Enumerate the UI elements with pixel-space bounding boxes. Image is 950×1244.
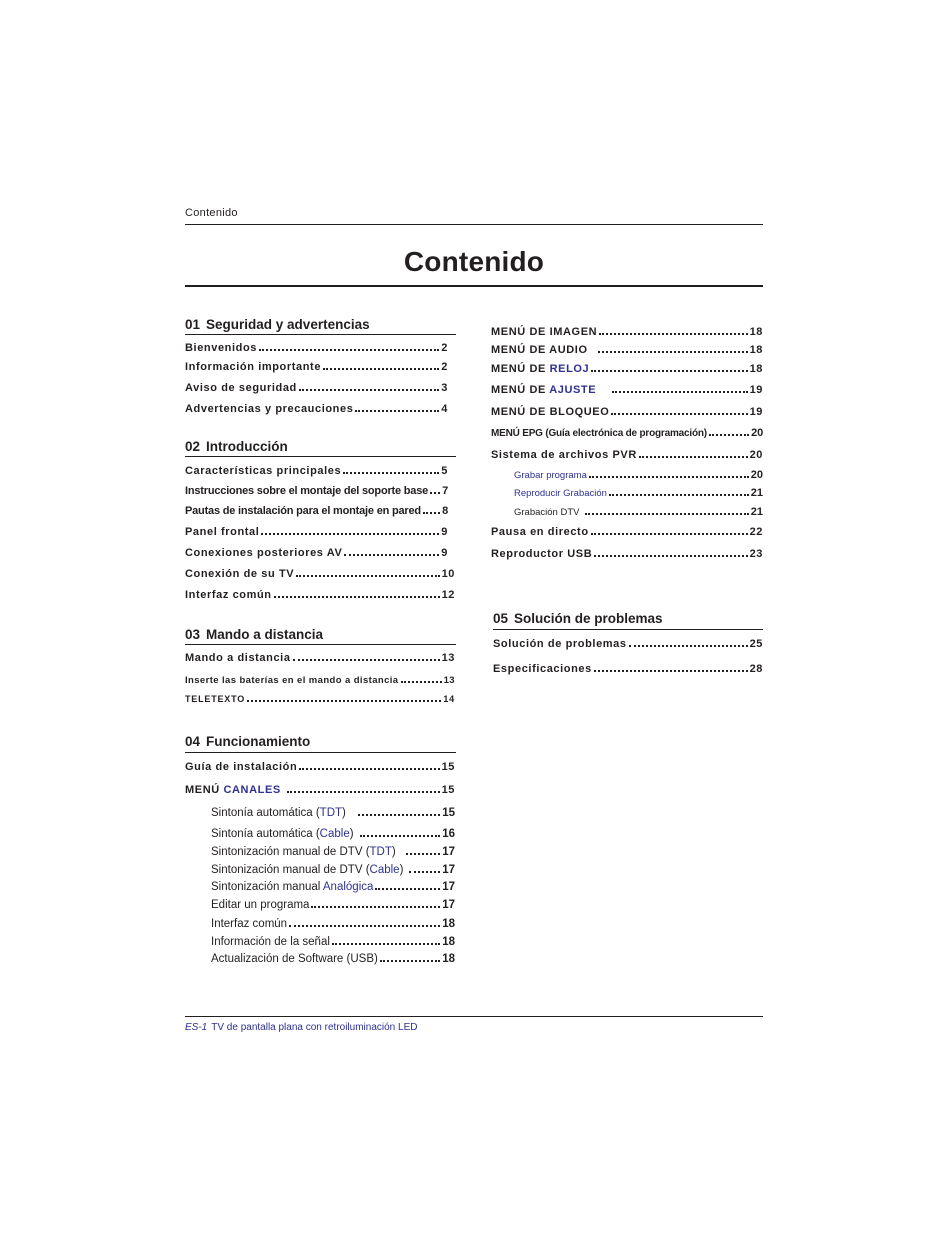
leader-dots	[274, 588, 440, 598]
leader-dots	[355, 402, 439, 412]
footer-rule	[185, 1016, 763, 1017]
toc-entry-page: 17	[442, 881, 455, 893]
leader-dots	[401, 673, 442, 683]
label-text: Sintonización manual	[211, 881, 323, 893]
toc-entry-label	[211, 846, 396, 858]
leader-dots	[332, 935, 440, 945]
section-number: 03	[185, 627, 201, 642]
toc-entry-page: 18	[749, 326, 763, 338]
toc-entry-page: 25	[749, 638, 763, 650]
leader-dots	[406, 845, 440, 855]
toc-entry[interactable]	[491, 325, 763, 338]
section-title: Mando a distancia	[206, 627, 324, 642]
toc-entry-label: Conexión de su TV	[185, 568, 295, 580]
leader-dots	[259, 341, 439, 351]
leader-dots	[589, 468, 749, 478]
toc-entry[interactable]	[185, 783, 455, 796]
label-highlight: RELOJ	[549, 363, 590, 375]
label-text: Sintonía automática (	[211, 807, 320, 819]
toc-subentry[interactable]	[211, 898, 455, 911]
section-heading-04	[185, 734, 310, 749]
toc-subentry[interactable]	[211, 917, 455, 930]
toc-entry[interactable]	[491, 448, 763, 461]
toc-subentry[interactable]	[211, 952, 455, 965]
leader-dots	[311, 898, 440, 908]
toc-entry-page: 2	[441, 342, 448, 354]
toc-entry[interactable]	[185, 588, 455, 601]
toc-entry[interactable]	[185, 464, 448, 477]
toc-entry[interactable]	[493, 662, 763, 675]
section-title: Seguridad y advertencias	[206, 317, 370, 332]
toc-entry[interactable]	[491, 383, 763, 396]
toc-entry-page: 19	[749, 406, 763, 418]
toc-entry-page: 16	[442, 828, 455, 840]
toc-entry-label: MENÚ EPG (Guía electrónica de programación)	[491, 428, 707, 439]
page-title: Contenido	[403, 246, 545, 277]
leader-dots	[409, 863, 440, 873]
toc-entry-page: 18	[442, 918, 455, 930]
leader-dots	[380, 952, 440, 962]
toc-entry-label	[211, 864, 403, 876]
page-number: ES-1	[185, 1022, 208, 1033]
leader-dots	[323, 360, 439, 370]
leader-dots	[287, 783, 440, 793]
toc-entry-page: 23	[749, 548, 763, 560]
label-highlight: AJUSTE	[549, 384, 597, 396]
leader-dots	[289, 917, 440, 927]
leader-dots	[293, 651, 440, 661]
leader-dots	[423, 504, 440, 514]
leader-dots	[609, 486, 749, 496]
label-text: )	[342, 807, 346, 819]
toc-entry-page: 21	[750, 506, 763, 518]
toc-entry[interactable]	[185, 341, 448, 354]
leader-dots	[299, 381, 439, 391]
toc-entry[interactable]	[491, 405, 763, 418]
toc-entry-label: Especificaciones	[493, 663, 592, 675]
toc-entry-page: 15	[441, 784, 455, 796]
toc-entry-page: 17	[442, 864, 455, 876]
toc-entry-label: Conexiones posteriores AV	[185, 547, 343, 559]
section-title: Introducción	[206, 439, 288, 454]
toc-entry-label	[185, 784, 281, 796]
toc-entry-label: MENÚ DE IMAGEN	[491, 326, 598, 338]
toc-entry-page: 10	[441, 568, 455, 580]
leader-dots	[299, 760, 439, 770]
toc-entry[interactable]	[493, 637, 763, 650]
toc-entry-label: Grabar programa	[514, 470, 587, 481]
toc-entry-label: Bienvenidos	[185, 342, 258, 354]
toc-entry-page: 5	[441, 465, 448, 477]
toc-entry-page: 9	[441, 526, 448, 538]
leader-dots	[430, 484, 440, 494]
label-text: MENÚ DE	[491, 363, 550, 375]
toc-entry[interactable]	[491, 343, 763, 356]
label-text: Sintonización manual de DTV (	[211, 864, 370, 876]
section-number: 01	[185, 317, 201, 332]
toc-entry-label: Solución de problemas	[493, 638, 627, 650]
toc-entry-page: 18	[749, 344, 763, 356]
section-rule	[493, 629, 763, 630]
toc-entry-label	[211, 881, 373, 893]
leader-dots	[247, 692, 441, 702]
toc-entry-label: Grabación DTV	[514, 507, 580, 518]
toc-subentry[interactable]	[211, 880, 455, 893]
toc-entry[interactable]	[491, 547, 763, 560]
leader-dots	[375, 880, 440, 890]
toc-subentry[interactable]	[211, 806, 455, 819]
toc-entry-page: 19	[749, 384, 763, 396]
toc-entry-label: Información importante	[185, 361, 322, 373]
toc-entry[interactable]	[185, 692, 455, 704]
toc-subentry[interactable]	[211, 935, 455, 948]
toc-entry[interactable]	[491, 525, 763, 538]
toc-entry[interactable]	[185, 381, 448, 394]
toc-entry-label	[211, 828, 354, 840]
label-highlight: Cable	[319, 828, 350, 840]
toc-entry[interactable]	[185, 484, 448, 497]
toc-entry[interactable]	[185, 546, 448, 559]
toc-entry-page: 20	[751, 427, 763, 439]
leader-dots	[296, 567, 439, 577]
label-text: Sintonía automática (	[211, 828, 320, 840]
leader-dots	[612, 383, 747, 393]
toc-entry-label: Actualización de Software (USB)	[211, 953, 378, 965]
toc-entry-label: TELETEXTO	[185, 694, 246, 704]
toc-entry-label: Editar un programa	[211, 899, 310, 911]
section-rule	[185, 334, 456, 335]
leader-dots	[639, 448, 748, 458]
toc-entry-label: Instrucciones sobre el montaje del soporte base	[185, 485, 429, 497]
toc-entry-page: 15	[442, 807, 455, 819]
label-highlight: Cable	[369, 864, 400, 876]
toc-entry-label: Advertencias y precauciones	[185, 403, 354, 415]
leader-dots	[594, 547, 747, 557]
label-text: MENÚ	[185, 784, 224, 796]
toc-subentry[interactable]	[514, 505, 763, 518]
toc-entry-label: Sistema de archivos PVR	[491, 449, 637, 461]
toc-entry-label: Panel frontal	[185, 526, 260, 538]
toc-entry-page: 9	[441, 547, 448, 559]
toc-entry-label: MENÚ DE AUDIO	[491, 344, 588, 356]
label-text: MENÚ DE	[491, 384, 550, 396]
toc-entry[interactable]	[185, 760, 455, 773]
toc-entry-label	[491, 363, 589, 375]
leader-dots	[261, 525, 439, 535]
page-footer	[185, 1022, 417, 1033]
toc-entry-label: Interfaz común	[185, 589, 272, 601]
toc-entry-label: Mando a distancia	[185, 652, 291, 664]
toc-entry[interactable]	[185, 402, 448, 415]
toc-entry-page: 28	[749, 663, 763, 675]
label-text: )	[399, 864, 404, 876]
leader-dots	[598, 343, 748, 353]
leader-dots	[344, 546, 439, 556]
section-title: Solución de problemas	[514, 611, 663, 626]
toc-entry-page: 7	[442, 485, 448, 497]
section-rule	[185, 456, 456, 457]
toc-entry[interactable]	[491, 426, 763, 439]
toc-entry-label	[491, 384, 596, 396]
section-heading-02	[185, 439, 288, 454]
toc-entry-page: 8	[442, 505, 448, 517]
toc-entry-page: 13	[441, 652, 455, 664]
toc-subentry[interactable]	[514, 468, 763, 481]
leader-dots	[599, 325, 747, 335]
toc-subentry[interactable]	[514, 486, 763, 499]
section-number: 02	[185, 439, 201, 454]
leader-dots	[591, 362, 747, 372]
toc-entry[interactable]	[185, 673, 455, 686]
toc-entry-label: Pausa en directo	[491, 526, 589, 538]
header-rule	[185, 224, 763, 225]
running-head: Contenido	[185, 207, 238, 219]
label-highlight: CANALES	[223, 784, 281, 796]
toc-entry-page: 15	[441, 761, 455, 773]
toc-entry-page: 17	[442, 846, 455, 858]
section-number: 04	[185, 734, 201, 749]
leader-dots	[360, 827, 441, 837]
toc-entry-page: 22	[749, 526, 763, 538]
leader-dots	[594, 662, 748, 672]
leader-dots	[343, 464, 439, 474]
leader-dots	[629, 637, 748, 647]
leader-dots	[585, 505, 748, 515]
leader-dots	[358, 806, 440, 816]
toc-entry-page: 21	[750, 487, 763, 499]
toc-entry-label: Reproductor USB	[491, 548, 593, 560]
toc-entry-label: Características principales	[185, 465, 342, 477]
label-text: )	[349, 828, 354, 840]
section-title: Funcionamiento	[206, 734, 311, 749]
toc-subentry[interactable]	[211, 845, 455, 858]
toc-entry-page: 18	[749, 363, 763, 375]
leader-dots	[709, 426, 749, 436]
toc-entry[interactable]	[491, 362, 763, 375]
toc-entry-page: 2	[441, 361, 448, 373]
toc-entry-label: MENÚ DE BLOQUEO	[491, 406, 610, 418]
section-heading-03	[185, 627, 323, 642]
toc-entry-page: 3	[441, 382, 448, 394]
toc-entry-page: 4	[441, 403, 448, 415]
toc-entry-page: 20	[750, 469, 763, 481]
toc-subentry[interactable]	[211, 863, 455, 876]
label-highlight: TDT	[369, 846, 392, 858]
toc-entry[interactable]	[185, 651, 455, 664]
label-text: )	[391, 846, 396, 858]
toc-entry-label: Información de la señal	[211, 936, 330, 948]
toc-entry-label: Reproducir Grabación	[514, 488, 607, 499]
toc-entry[interactable]	[185, 504, 448, 517]
toc-entry-page: 18	[442, 953, 455, 965]
toc-entry-page: 13	[443, 675, 455, 686]
leader-dots	[591, 525, 748, 535]
section-heading-01	[185, 317, 370, 332]
toc-subentry[interactable]	[211, 827, 455, 840]
toc-entry-label: Interfaz común	[211, 918, 288, 930]
section-rule	[185, 644, 456, 645]
section-number: 05	[493, 611, 509, 626]
leader-dots	[611, 405, 747, 415]
section-heading-05	[493, 611, 663, 626]
label-highlight: Analógica	[322, 881, 374, 893]
toc-entry-label	[211, 807, 346, 819]
toc-entry-label: Aviso de seguridad	[185, 382, 297, 394]
label-highlight: TDT	[319, 807, 343, 819]
toc-entry[interactable]	[185, 525, 448, 538]
section-rule	[185, 752, 456, 753]
toc-entry-page: 18	[442, 936, 455, 948]
toc-entry[interactable]	[185, 360, 448, 373]
toc-entry-page: 17	[442, 899, 455, 911]
toc-entry[interactable]	[185, 567, 455, 580]
toc-entry-label: Pautas de instalación para el montaje en pared	[185, 505, 421, 517]
title-rule	[185, 285, 763, 287]
label-text: Sintonización manual de DTV (	[211, 846, 370, 858]
toc-entry-page: 12	[441, 589, 455, 601]
toc-entry-page: 14	[443, 694, 455, 704]
toc-entry-label: Guía de instalación	[185, 761, 298, 773]
toc-entry-label: Inserte las baterías en el mando a distancia	[185, 675, 399, 686]
toc-entry-page: 20	[749, 449, 763, 461]
footer-text: TV de pantalla plana con retroiluminación LED	[211, 1022, 418, 1033]
